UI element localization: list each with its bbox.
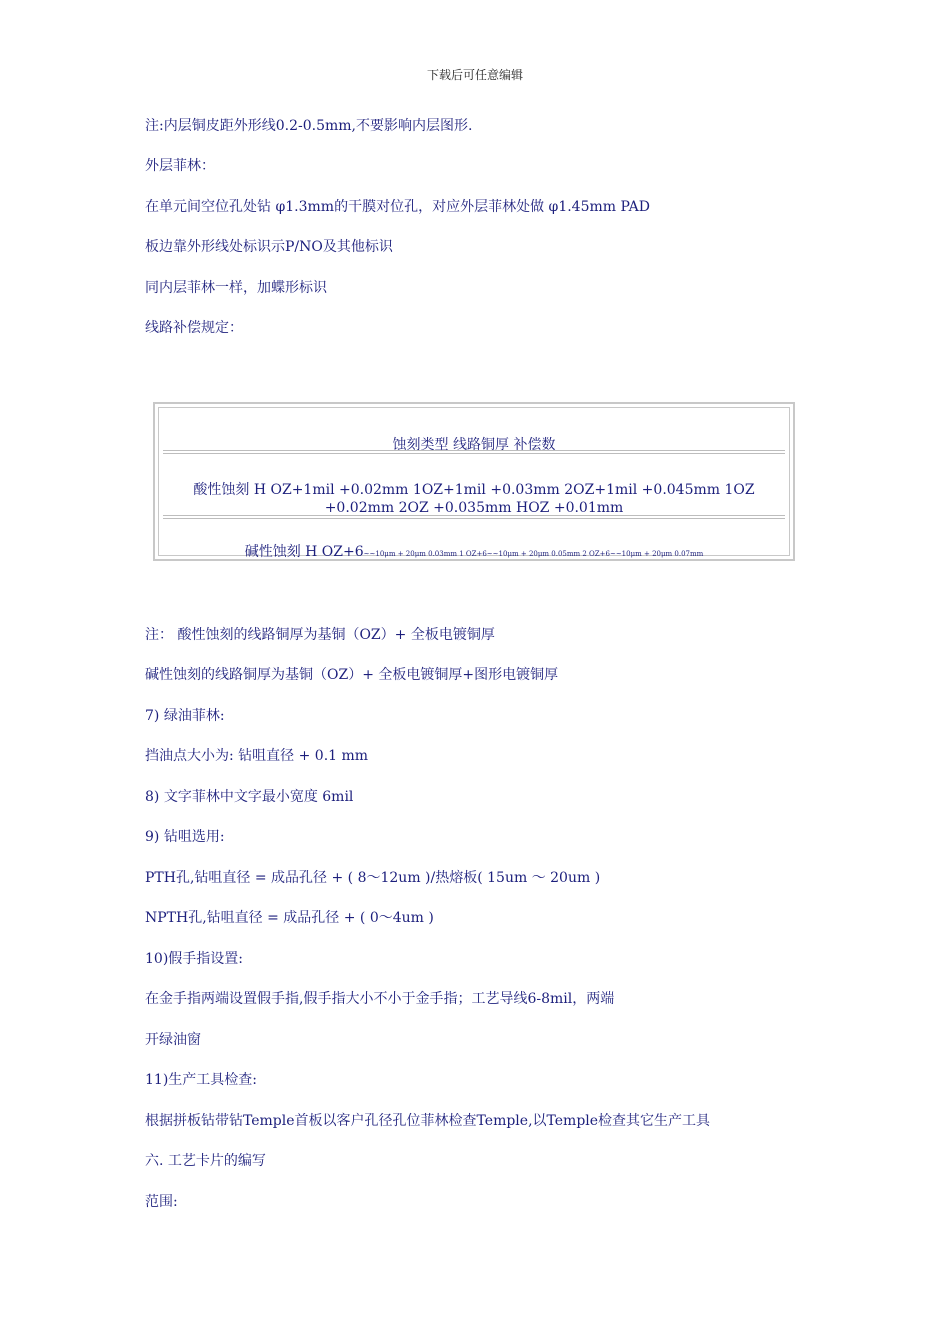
note-inner-copy: 注:内层铜皮距外形线0.2-0.5mm,不要影响内层图形.: [145, 118, 473, 134]
scope-heading: 范围:: [145, 1194, 178, 1210]
board-edge-mark-text: 板边靠外形线处标识示P/NO及其他标识: [145, 239, 393, 255]
alkaline-etch-detail: ~~10μm + 20μm 0.03mm 1 OZ+6~~10μm + 20μm 0.05mm 2 OZ+6~~10μm + 20μm 0.07mm: [363, 550, 704, 558]
section-six-heading: 六. 工艺卡片的编写: [145, 1153, 266, 1169]
table-divider: [163, 450, 785, 454]
note-alkaline-etch: 碱性蚀刻的线路铜厚为基铜（OZ）+ 全板电镀铜厚+图形电镀铜厚: [145, 667, 559, 683]
alkaline-etch-main: 碱性蚀刻 H OZ+6: [244, 544, 364, 560]
solder-mask-window-text: 开绿油窗: [145, 1032, 201, 1048]
production-tool-heading: 11)生产工具检查:: [145, 1072, 257, 1088]
ink-block-size-text: 挡油点大小为: 钻咀直径 + 0.1 mm: [145, 748, 369, 764]
page-header: 下载后可任意编辑: [426, 68, 523, 82]
outer-film-heading: 外层菲林：: [145, 158, 215, 174]
npth-drill-text: NPTH孔,钻咀直径 = 成品孔径 + ( 0～4um ): [145, 910, 434, 926]
table-header-row: 蚀刻类型 线路铜厚 补偿数: [392, 437, 556, 453]
drill-selection-heading: 9) 钻咀选用:: [145, 829, 225, 845]
acid-etch-row: 酸性蚀刻 H OZ+1mil +0.02mm 1OZ+1mil +0.03mm 2OZ+1mil +0.045mm 1OZ +0.02mm 2OZ +0.035mm HOZ +0.01mm: [193, 482, 755, 516]
table-divider: [163, 515, 785, 519]
compensation-table-inner: [158, 407, 790, 560]
dummy-finger-heading: 10)假手指设置:: [145, 951, 243, 967]
note-acid-etch: 注： 酸性蚀刻的线路铜厚为基铜（OZ）+ 全板电镀铜厚: [145, 627, 495, 643]
temple-check-text: 根据拼板钻带钻Temple首板以客户孔径孔位菲林检查Temple,以Temple检查其它生产工具: [145, 1113, 711, 1129]
butterfly-mark-text: 同内层菲林一样，加蝶形标识: [145, 280, 327, 296]
alkaline-etch-row: [163, 541, 785, 561]
compensation-heading: 线路补偿规定：: [145, 320, 243, 336]
pth-drill-text: PTH孔,钻咀直径 = 成品孔径 + ( 8～12um )/热熔板( 15um ～ 20um ): [145, 870, 601, 886]
dummy-finger-text: 在金手指两端设置假手指,假手指大小不小于金手指；工艺导线6-8mil，两端: [145, 991, 615, 1007]
alignment-hole-text: 在单元间空位孔处钻 φ1.3mm的干膜对位孔，对应外层菲林处做 φ1.45mm PAD: [145, 199, 650, 215]
compensation-table: [153, 402, 795, 561]
legend-min-width-text: 8) 文字菲林中文字最小宽度 6mil: [145, 789, 354, 805]
solder-mask-heading: 7) 绿油菲林:: [145, 708, 225, 724]
